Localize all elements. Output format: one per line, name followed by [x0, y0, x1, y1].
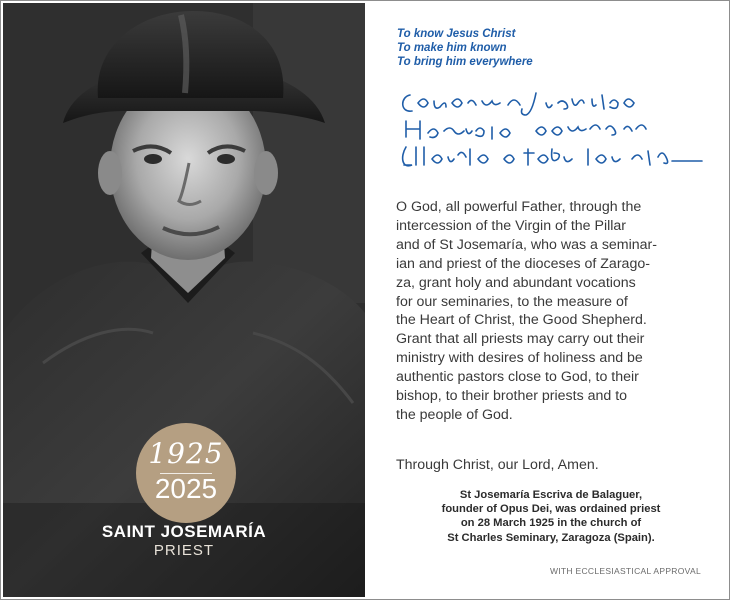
- bio-line: on 28 March 1925 in the church of: [460, 517, 642, 530]
- badge-year-bottom: 2025: [154, 473, 218, 504]
- prayer-line: intercession of the Virgin of the Pillar: [396, 217, 627, 234]
- prayer-line: and of St Josemaría, who was a seminar-: [396, 236, 658, 253]
- portrait-photo: [3, 3, 365, 597]
- prayer-line: za, grant holy and abundant vocations: [396, 274, 636, 291]
- prayer-line: Grant that all priests may carry out their: [396, 331, 645, 348]
- prayer-text: [396, 198, 712, 425]
- motto-line: To make him known: [397, 42, 507, 54]
- motto-line: To know Jesus Christ: [397, 28, 516, 40]
- prayer-line: ministry with desires of holiness and be: [396, 350, 643, 367]
- prayer-line: bishop, to their brother priests and to: [396, 388, 628, 405]
- anniversary-badge: [136, 423, 236, 523]
- saint-role: PRIEST: [153, 542, 215, 559]
- prayer-line: ian and priest of the dioceses of Zarago-: [396, 255, 650, 272]
- prayer-closing: Through Christ, our Lord, Amen.: [396, 457, 599, 473]
- badge-year-top: 1925: [148, 437, 224, 470]
- motto: [397, 27, 533, 69]
- prayer-line: the Heart of Christ, the Good Shepherd.: [396, 312, 647, 329]
- handwritten-motto: [396, 85, 716, 175]
- prayer-line: the people of God.: [396, 406, 513, 423]
- bio-line: founder of Opus Dei, was ordained priest: [441, 503, 661, 516]
- prayer-line: authentic pastors close to God, to their: [396, 369, 639, 386]
- ecclesiastical-approval: WITH ECCLESIASTICAL APPROVAL: [549, 566, 701, 576]
- biography-note: [401, 488, 701, 545]
- bio-line: St Charles Seminary, Zaragoza (Spain).: [447, 531, 655, 544]
- motto-line: To bring him everywhere: [397, 56, 533, 68]
- prayer-line: for our seminaries, to the measure of: [396, 293, 628, 310]
- bio-line: St Josemaría Escriva de Balaguer,: [459, 489, 643, 501]
- saint-name: SAINT JOSEMARÍA: [101, 522, 267, 541]
- prayer-line: O God, all powerful Father, through the: [396, 199, 642, 215]
